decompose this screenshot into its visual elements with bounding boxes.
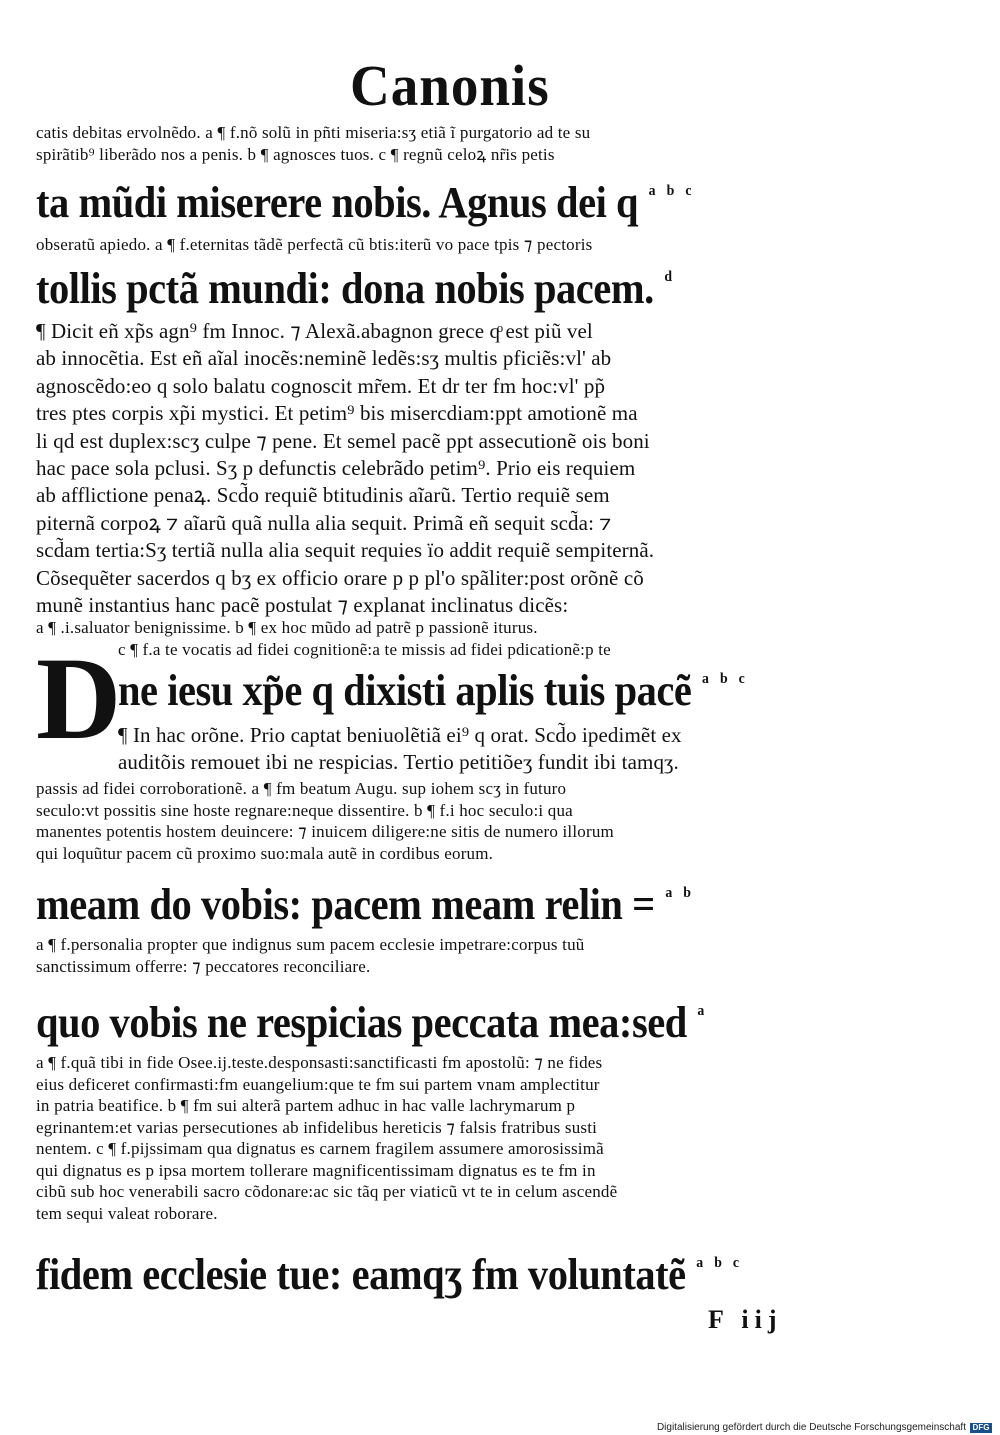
gloss-marker: b	[719, 671, 728, 687]
gloss-line: manentes potentis hostem deuincere: ⁊ inuicem diligere:ne sitis de numero illorum	[36, 822, 614, 841]
gloss-line: cibũ sub hoc venerabili sacro cõdonare:ac sic tãq per viaticũ vt te in celum ascendẽ	[36, 1182, 618, 1201]
gloss-line: qui dignatus es p ipsa mortem tollerare magnificentissimam dignatus es te fm in	[36, 1160, 596, 1180]
commentary-line: ab innocẽtia. Est eñ aĩal inocẽs:neminẽ ledẽs:sʒ multis pficiẽs:vl' ab	[36, 346, 612, 371]
gloss-line: sanctissimum offerre: ⁊ peccatores reconciliare.	[36, 956, 371, 976]
commentary-line: munẽ instantius hanc pacẽ postulat ⁊ explanat inclinatus dicẽs:	[36, 593, 569, 618]
digitization-footer	[657, 1422, 992, 1433]
commentary-line: piternã corpoꝝ ⁊ aĩarũ quã nulla alia sequit. Primã eñ sequit scd̃a: ⁊	[36, 510, 612, 535]
gloss-line: egrinantem:et varias persecutiones ab infidelibus hereticis ⁊ falsis fratribus susti	[36, 1117, 598, 1137]
gloss-marker: a	[648, 183, 656, 199]
gloss-block	[36, 234, 826, 256]
gloss-line: passis ad fidei corroborationẽ. a ¶ fm beatum Augu. sup iohem scʒ in futuro	[36, 779, 567, 798]
gloss-marker: a	[696, 1255, 703, 1271]
gloss-line: catis debitas ervolnẽdo. a ¶ f.nõ solũ in pñti miseria:sʒ etiã ĩ purgatorio ad te su	[36, 123, 591, 142]
gloss-line: a ¶ f.quã tibi in fide Osee.ij.teste.desponsasti:sanctificasti fm apostolũ: ⁊ ne fides	[36, 1053, 603, 1072]
gloss-block	[36, 934, 826, 977]
gloss-line: tem sequi valeat roborare.	[36, 1203, 218, 1223]
commentary-line: scd̃am tertia:Sʒ tertiã nulla alia sequit requies ïo addit requiẽ sempiternã.	[36, 538, 655, 563]
gloss-line: c ¶ f.a te vocatis ad fidei cognitionẽ:a te missis ad fidei pdicationẽ:p te	[118, 639, 611, 659]
gloss-line: a ¶ .i.saluator benignissime. b ¶ ex hoc mũdo ad patrẽ p passionẽ iturus.	[36, 618, 538, 637]
gloss-block	[36, 122, 826, 165]
canon-line	[36, 178, 763, 238]
commentary-line: hac pace sola pclusi. Sʒ p defunctis celebrãdo petim⁹. Prio eis requiem	[36, 456, 636, 481]
gloss-marker: c	[685, 183, 691, 199]
gloss-line: seculo:vt possitis sine hoste regnare:neque dissentire. b ¶ f.i hoc seculo:i qua	[36, 800, 573, 820]
gloss-block	[36, 617, 826, 660]
gloss-marker: b	[683, 885, 691, 901]
gloss-marker: b	[714, 1255, 722, 1271]
running-title: Canonis	[350, 53, 550, 118]
canon-line	[36, 880, 763, 940]
gloss-line: in patria beatifice. b ¶ fm sui alterã partem adhuc in hac valle lachrymarum p	[36, 1096, 576, 1115]
commentary-line: ab afflictione penaꝝ. Scd̃o requiẽ btitudinis aĩarũ. Tertio requiẽ sem	[36, 483, 610, 508]
commentary-line: ¶ In hac orõne. Prio captat beniuolẽtiã ei⁹ q orat. Scd̃o ipedimẽt ex	[118, 723, 682, 747]
gloss-line: nentem. c ¶ f.pijssimam qua dignatus es carnem fragilem assumere amorosissimã	[36, 1139, 604, 1158]
canon-line	[36, 264, 763, 324]
gloss-line: eius deficeret confirmasti:fm euangelium:que te fm sui partem vnam amplectitur	[36, 1074, 600, 1094]
gloss-block	[36, 778, 826, 864]
canon-text: quo vobis ne respicias peccata mea:sed	[36, 998, 687, 1047]
gloss-marker: a	[665, 885, 672, 901]
canon-text: fidem ecclesie tue: eamqʒ fm voluntatẽ	[36, 1250, 686, 1299]
gloss-line: obseratũ apiedo. a ¶ f.eternitas tãdẽ perfectã cũ btis:iterũ vo pace tpis ⁊ pectoris	[36, 235, 593, 254]
commentary-line: li qd est duplex:scʒ culpe ⁊ pene. Et semel pacẽ ppt assecutionẽ ois boni	[36, 428, 650, 453]
gloss-marker: a	[697, 1003, 704, 1019]
gloss-line: a ¶ f.personalia propter que indignus sum pacem ecclesie impetrare:corpus tuũ	[36, 935, 585, 954]
canon-text: meam do vobis: pacem meam relin =	[36, 880, 655, 929]
canon-text: tollis pctã mundi: dona nobis pacem.	[36, 264, 654, 313]
commentary-block	[118, 722, 826, 777]
gloss-marker: b	[666, 183, 674, 199]
gloss-block	[36, 1052, 826, 1224]
canon-text: ta mũdi miserere nobis. Agnus dei q	[36, 178, 639, 227]
canon-line	[118, 666, 769, 726]
decorated-initial: D	[36, 633, 122, 764]
canon-line	[36, 998, 763, 1058]
footer-credit: Digitalisierung gefördert durch die Deutsche Forschungsgemeinschaft	[656, 1422, 966, 1433]
canon-line	[36, 1250, 763, 1310]
commentary-line: tres ptes corpis xp̃i mystici. Et petim⁹ bis misercdiam:ppt amotionẽ ma	[36, 401, 638, 426]
commentary-line: auditõis remouet ibi ne respicias. Tertio petitiõeʒ fundit ibi tamqʒ.	[118, 750, 679, 775]
gloss-marker: c	[732, 1255, 739, 1271]
signature-mark: F iij	[708, 1305, 783, 1334]
dfg-logo-icon: DFG	[970, 1423, 992, 1433]
commentary-line: ¶ Dicit eñ xp̃s agn⁹ fm Innoc. ⁊ Alexã.abagnon grece qͦ est piũ vel	[36, 319, 593, 343]
commentary-block	[36, 318, 826, 619]
gloss-marker: d	[664, 269, 672, 285]
canon-text: ne iesu xp̃e q dixisti aplis tuis pacẽ	[118, 666, 692, 715]
gloss-marker: c	[738, 671, 745, 687]
gloss-line: spirãtib⁹ liberãdo nos a penis. b ¶ agnosces tuos. c ¶ regnũ celoꝝ nr̃is petis	[36, 144, 555, 164]
gloss-line: qui loquũtur pacem cũ proximo suo:mala autẽ in cordibus eorum.	[36, 843, 494, 863]
commentary-line: Cõsequẽter sacerdos q bʒ ex officio orare p p pl'o spãliter:post orõnẽ cõ	[36, 565, 644, 590]
gloss-marker: a	[701, 671, 709, 687]
commentary-line: agnoscẽdo:eo q solo balatu cognoscit mr̃em. Et dr ter fm hoc:vl' pp̃	[36, 373, 606, 398]
